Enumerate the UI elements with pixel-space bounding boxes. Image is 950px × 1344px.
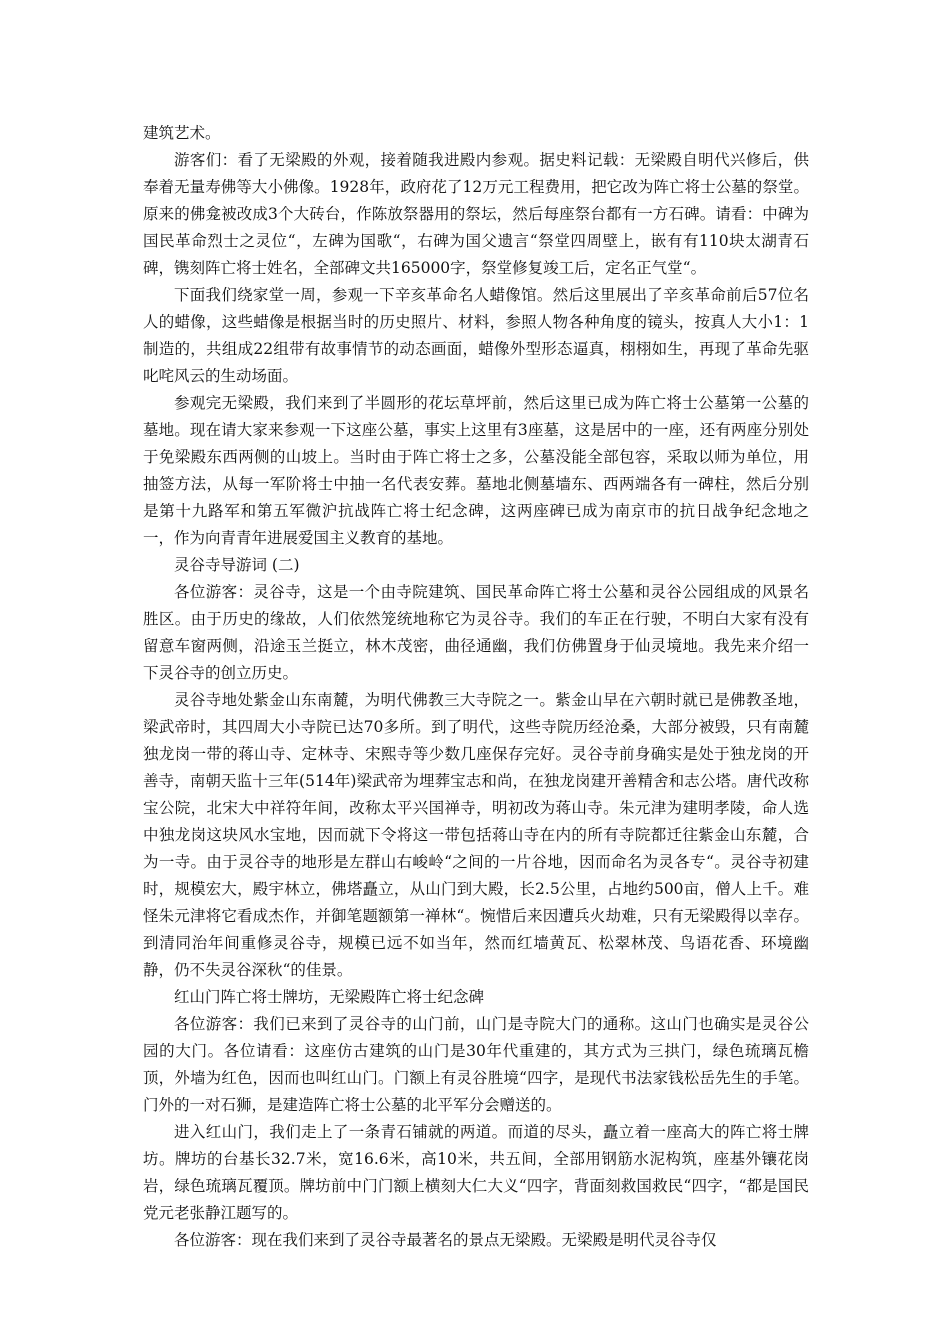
paragraph-hall-interior: 游客们：看了无梁殿的外观，接着随我进殿内参观。据史料记载：无梁殿自明代兴修后，供奉着无量寿佛等大小佛像。1928年，政府花了12万元工程费用，把它改为阵亡将士公墓的祭堂。原来的佛龛被改成3个大砖台，作陈放祭器用的祭坛，然后每座祭台都有一方石碑。请看：中碑为国民革命烈士之灵位“，左碑为国歌“，右碑为国父遗言“祭堂四周壁上，嵌有有110块太湖青石碑，镌刻阵亡将士姓名，全部碑文共165000字，祭堂修复竣工后，定名正气堂“。 [143,151,809,277]
paragraph-mountain-gate: 各位游客：我们已来到了灵谷寺的山门前，山门是寺院大门的通称。这山门也确实是灵谷公园的大门。各位请看：这座仿古建筑的山门是30年代重建的，其方式为三拱门，绿色琉璃瓦檐顶，外墙为红色，因而也叫红山门。门额上有灵谷胜境“四字，是现代书法家钱松岳先生的手笔。门外的一对石狮，是建造阵亡将士公墓的北平军分会赠送的。 [143,1015,809,1114]
paragraph-memorial-archway: 进入红山门，我们走上了一条青石铺就的两道。而道的尽头，矗立着一座高大的阵亡将士牌坊。牌坊的台基长32.7米，宽16.6米，高10米，共五间，全部用钢筋水泥构筑，座基外镶花岗岩，绿色琉璃瓦覆顶。牌坊前中门门额上横刻大仁大义“四字，背面刻救国救民“四字，“都是国民党元老张静江题写的。 [143,1123,809,1222]
section-heading-guide-2: 灵谷寺导游词 (二) [174,556,300,574]
document-body [143,120,809,1254]
paragraph-continuation: 建筑艺术。 [143,124,221,142]
paragraph-cemetery: 参观完无梁殿，我们来到了半圆形的花坛草坪前，然后这里已成为阵亡将士公墓第一公墓的墓地。现在请大家来参观一下这座公墓，事实上这里有3座墓，这是居中的一座，还有两座分别处于免梁殿东西两侧的山坡上。当时由于阵亡将士之多，公墓没能全部包容，采取以师为单位，用抽签方法，从每一军阶将士中抽一名代表安葬。墓地北侧墓墙东、西两端各有一碑柱，然后分别是第十九路军和第五军微沪抗战阵亡将士纪念碑，这两座碑已成为南京市的抗日战争纪念地之一，作为向青青年进展爱国主义教育的基地。 [143,394,809,547]
paragraph-introduction: 各位游客：灵谷寺，这是一个由寺院建筑、国民革命阵亡将士公墓和灵谷公园组成的风景名胜区。由于历史的缘故，人们依然笼统地称它为灵谷寺。我们的车正在行驶，不明白大家有没有留意车窗两侧，沿途玉兰挺立，林木茂密，曲径通幽，我们仿佛置身于仙灵境地。我先来介绍一下灵谷寺的创立历史。 [143,583,809,682]
paragraph-wax-museum: 下面我们绕家堂一周，参观一下辛亥革命名人蜡像馆。然后这里展出了辛亥革命前后57位名人的蜡像，这些蜡像是根据当时的历史照片、材料，参照人物各种角度的镜头，按真人大小1：1制造的，共组成22组带有故事情节的动态画面，蜡像外型形态逼真，栩栩如生，再现了革命先驱叱咤风云的生动场面。 [143,286,809,385]
paragraph-beamless-hall: 各位游客：现在我们来到了灵谷寺最著名的景点无梁殿。无梁殿是明代灵谷寺仅 [174,1231,717,1249]
section-heading-red-gate: 红山门阵亡将士牌坊，无梁殿阵亡将士纪念碑 [174,988,485,1006]
paragraph-history: 灵谷寺地处紫金山东南麓，为明代佛教三大寺院之一。紫金山早在六朝时就已是佛教圣地，梁武帝时，其四周大小寺院已达70多所。到了明代，这些寺院历经沧桑，大部分被毁，只有南麓独龙岗一带的蒋山寺、定林寺、宋熙寺等少数几座保存完好。灵谷寺前身确实是处于独龙岗的开善寺，南朝天监十三年(514年)梁武帝为埋葬宝志和尚，在独龙岗建开善精舍和志公塔。唐代改称宝公院，北宋大中祥符年间，改称太平兴国禅寺，明初改为蒋山寺。朱元津为建明孝陵，命人选中独龙岗这块风水宝地，因而就下令将这一带包括蒋山寺在内的所有寺院都迁往紫金山东麓，合为一寺。由于灵谷寺的地形是左群山右峻岭“之间的一片谷地，因而命名为灵各专“。灵谷寺初建时，规模宏大，殿宇林立，佛塔矗立，从山门到大殿，长2.5公里，占地约500亩，僧人上千。难怪朱元津将它看成杰作，并御笔题额第一禅林“。惋惜后来因遭兵火劫难，只有无梁殿得以幸存。到清同治年间重修灵谷寺，规模已远不如当年，然而红墙黄瓦、松翠林茂、鸟语花香、环境幽静，仍不失灵谷深秋“的佳景。 [143,691,809,979]
